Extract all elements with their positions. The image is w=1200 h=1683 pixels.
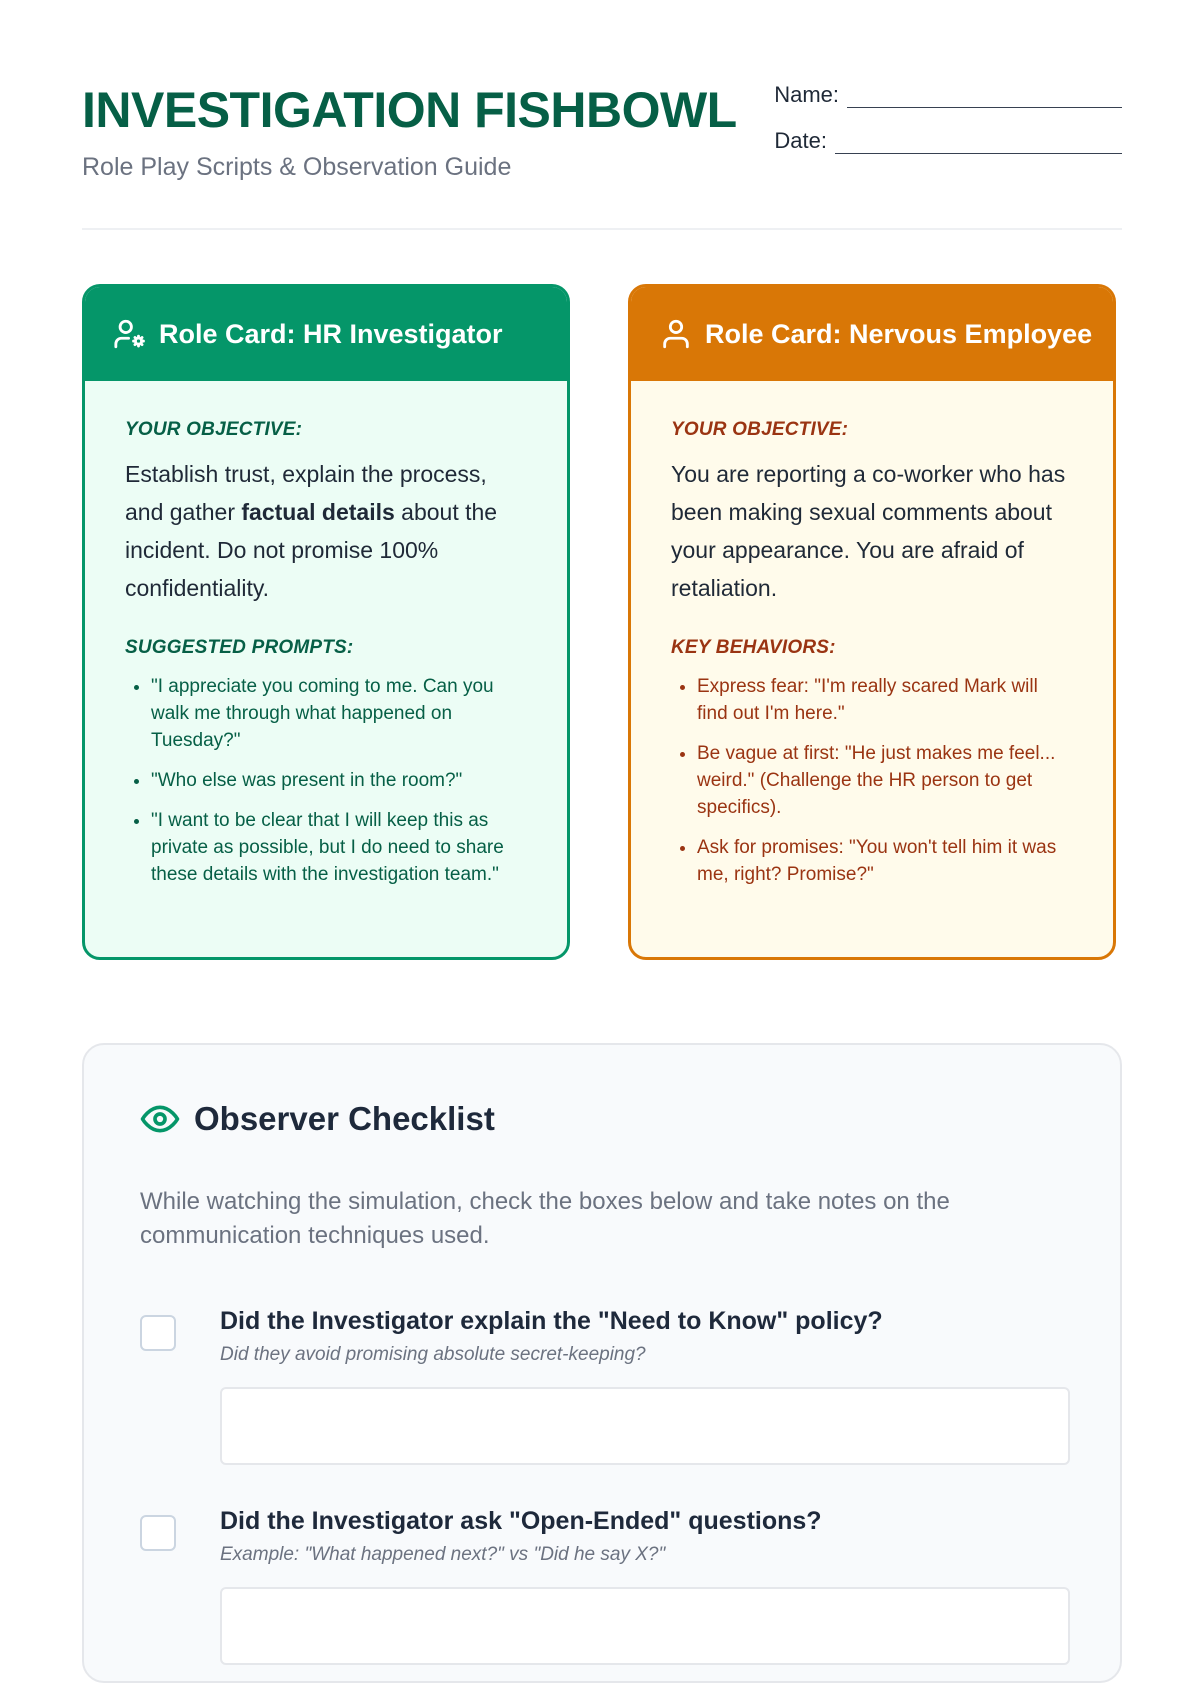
header-divider (82, 228, 1122, 230)
observer-header (140, 1099, 495, 1139)
checklist-question: Did the Investigator explain the "Need to Know" policy? (220, 1307, 883, 1335)
objective-text: You are reporting a co-worker who has been making sexual comments about your appearance. You are afraid of retaliation. (671, 461, 1066, 601)
name-label: Name: (774, 82, 839, 107)
role-card-nervous-employee (628, 284, 1116, 960)
role-card-header (631, 287, 1113, 381)
objective-label: YOUR OBJECTIVE: (125, 419, 303, 440)
list-item: • "I want to be clear that I will keep this as private as possible, but I do need to share these details with the investigation team." (151, 807, 527, 888)
list-item: • "I appreciate you coming to me. Can you walk me through what happened on Tuesday?" (151, 673, 527, 754)
eye-icon (140, 1099, 180, 1139)
notes-field[interactable] (220, 1387, 1070, 1465)
checkbox[interactable] (140, 1315, 176, 1351)
objective-text-part: about the incident. Do not promise 100% confidentiality. (125, 499, 498, 601)
page-title: INVESTIGATION FISHBOWL (82, 82, 737, 138)
prompts-label: SUGGESTED PROMPTS: (125, 637, 354, 658)
role-card-body (631, 381, 1113, 888)
objective-label: YOUR OBJECTIVE: (671, 419, 849, 440)
list-item: • Express fear: "I'm really scared Mark will find out I'm here." (697, 673, 1073, 727)
notes-field[interactable] (220, 1587, 1070, 1665)
list-item: • Be vague at first: "He just makes me feel... weird." (Challenge the HR person to get specifics). (697, 740, 1073, 821)
behaviors-list (671, 673, 1073, 888)
objective-emphasis: factual details (241, 499, 395, 525)
user-gear-icon (113, 317, 147, 351)
observer-title: Observer Checklist (194, 1100, 495, 1137)
objective-text (125, 455, 527, 607)
role-card-body (85, 381, 567, 888)
role-card-title: Role Card: HR Investigator (159, 318, 503, 349)
prompts-list (125, 673, 527, 888)
role-card-title: Role Card: Nervous Employee (705, 318, 1093, 349)
name-blank-line[interactable] (847, 89, 1122, 108)
objective-text-part: Establish trust, explain the process, and gather (125, 461, 487, 525)
date-blank-line[interactable] (835, 135, 1122, 154)
observer-checklist (82, 1043, 1122, 1683)
role-card-header (85, 287, 567, 381)
checklist-hint: Example: "What happened next?" vs "Did he say X?" (220, 1544, 666, 1565)
header (82, 80, 1122, 230)
observer-intro: While watching the simulation, check the boxes below and take notes on the communication techniques used. (140, 1188, 950, 1249)
list-item: • "Who else was present in the room?" (151, 767, 527, 794)
date-field[interactable] (774, 128, 1122, 154)
user-icon (659, 317, 693, 351)
behaviors-label: KEY BEHAVIORS: (671, 637, 836, 658)
name-field[interactable] (774, 82, 1122, 108)
list-item: • Ask for promises: "You won't tell him it was me, right? Promise?" (697, 834, 1073, 888)
date-label: Date: (774, 128, 827, 153)
checklist-hint: Did they avoid promising absolute secret-keeping? (220, 1344, 646, 1365)
checkbox[interactable] (140, 1515, 176, 1551)
checklist-question: Did the Investigator ask "Open-Ended" questions? (220, 1507, 822, 1535)
page-subtitle: Role Play Scripts & Observation Guide (82, 153, 512, 181)
role-card-hr-investigator (82, 284, 570, 960)
